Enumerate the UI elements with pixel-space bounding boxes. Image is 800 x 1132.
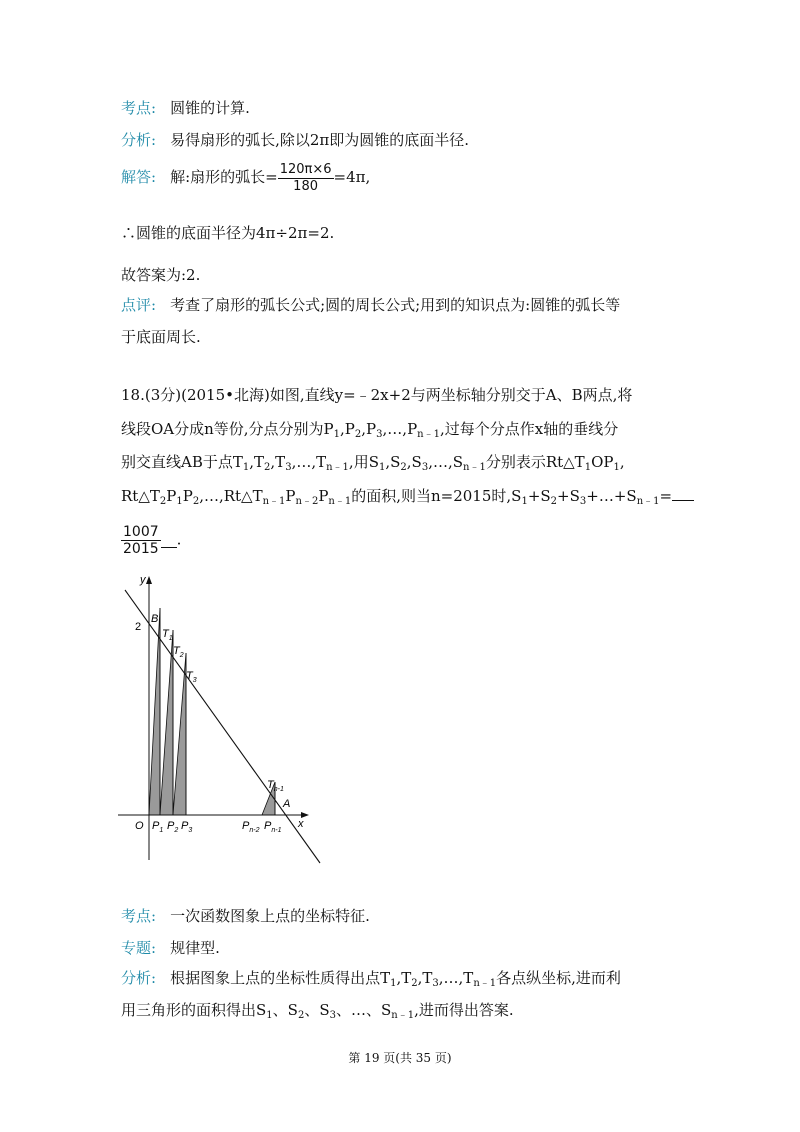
subscript: n﹣1 xyxy=(326,462,349,473)
subscript: 2 xyxy=(159,496,167,507)
text: ,T xyxy=(270,453,286,471)
subscript: 3 xyxy=(188,827,193,834)
subscript: n﹣1 xyxy=(391,1010,415,1021)
subscript: n﹣1 xyxy=(262,496,286,507)
subscript: 2 xyxy=(179,652,184,659)
subscript: 3 xyxy=(285,462,292,473)
p-letter: P xyxy=(181,820,189,832)
point-t2-label xyxy=(173,645,184,659)
text: ,P xyxy=(340,420,355,438)
text: , xyxy=(619,453,625,471)
text: 分别表示Rt△T xyxy=(485,453,585,471)
zhuanti-label: 专题: xyxy=(121,939,157,957)
text: ,…,T xyxy=(438,969,474,987)
subscript: 3 xyxy=(376,429,383,440)
geometry-figure xyxy=(115,570,335,870)
subscript: 3 xyxy=(329,1010,336,1021)
fenxi-row xyxy=(121,130,469,150)
subscript: 1 xyxy=(378,462,386,473)
point-a-label: A xyxy=(283,798,291,810)
p-letter: P xyxy=(264,820,272,832)
point-pn1-label xyxy=(264,820,282,834)
text: ,T xyxy=(417,969,433,987)
jieda-row xyxy=(121,160,370,195)
t-letter: T xyxy=(173,645,180,657)
triangle-s1 xyxy=(149,608,160,815)
sol18-kaodian-row xyxy=(121,906,370,926)
text: +S xyxy=(557,487,580,505)
dianping-label: 点评: xyxy=(121,296,157,314)
p-letter: P xyxy=(167,820,175,832)
y-axis-arrow xyxy=(146,576,152,584)
text: 根据图象上点的坐标性质得出点T xyxy=(170,969,391,987)
p-letter: P xyxy=(152,820,160,832)
subscript: n﹣1 xyxy=(463,462,486,473)
text: 、…、S xyxy=(335,1001,392,1019)
triangle-s2 xyxy=(160,630,173,815)
sol18-fenxi-row xyxy=(121,968,621,988)
text: OP xyxy=(591,453,614,471)
text: ,用S xyxy=(348,453,379,471)
answer-denominator: 2015 xyxy=(123,541,159,557)
answer-line: 故答案为:2. xyxy=(121,266,201,284)
fenxi-label: 分析: xyxy=(121,969,157,987)
subscript: 2 xyxy=(354,429,362,440)
text: 的面积,则当n=2015时,S xyxy=(351,487,522,505)
answer-numerator: 1007 xyxy=(123,524,159,540)
subscript: n-2 xyxy=(249,827,260,834)
arc-length-fraction xyxy=(278,162,334,195)
answer-blank xyxy=(672,486,694,501)
text: = xyxy=(659,487,673,505)
subscript: 2 xyxy=(400,462,407,473)
subscript: 2 xyxy=(264,462,271,473)
fraction-denominator: 180 xyxy=(293,178,318,194)
kaodian-text: 一次函数图象上点的坐标特征. xyxy=(170,907,370,925)
t-letter: T xyxy=(162,628,169,640)
subscript: 1 xyxy=(242,462,250,473)
answer-fraction xyxy=(121,524,161,557)
subscript: 1 xyxy=(168,635,173,642)
text: . xyxy=(176,530,182,549)
text: ,P xyxy=(361,420,377,438)
text: P xyxy=(166,487,177,505)
triangle-s3 xyxy=(173,653,186,815)
q18-line-4 xyxy=(121,486,694,506)
subscript: 1 xyxy=(613,462,620,473)
jieda-label: 解答: xyxy=(121,168,157,186)
fenxi-label: 分析: xyxy=(121,131,157,149)
jieda-prefix: 解:扇形的弧长= xyxy=(170,168,278,186)
y-axis-label: y xyxy=(140,574,146,586)
fenxi-text: 易得扇形的弧长,除以2π即为圆锥的底面半径. xyxy=(170,131,470,149)
point-p2-label xyxy=(167,820,178,834)
t-letter: T xyxy=(267,779,274,791)
subscript: n﹣2 xyxy=(295,496,319,507)
subscript: 3 xyxy=(432,978,439,989)
text: +S xyxy=(527,487,551,505)
text: 别交直线AB于点T xyxy=(121,453,243,471)
jieda-suffix: =4π, xyxy=(333,168,371,186)
subscript: 1 xyxy=(176,496,183,507)
text: ,…,S xyxy=(428,453,463,471)
text: 各点纵坐标,进而利 xyxy=(496,969,621,987)
subscript: 1 xyxy=(521,496,528,507)
subscript: 1 xyxy=(266,1010,273,1021)
subscript: 2 xyxy=(411,978,418,989)
subscript: 1 xyxy=(390,978,397,989)
subscript: n-1 xyxy=(273,786,284,793)
text: ,…,T xyxy=(291,453,327,471)
sol18-zhuanti-row xyxy=(121,938,220,958)
text: P xyxy=(318,487,329,505)
tick-2-label: 2 xyxy=(135,621,142,633)
radius-line: ∴圆锥的底面半径为4π÷2π=2. xyxy=(121,224,335,242)
q18-line-1: 18.(3分)(2015•北海)如图,直线y=﹣2x+2与两坐标轴分别交于A、B两点,将 xyxy=(121,386,633,404)
text: ,T xyxy=(249,453,265,471)
text: P xyxy=(285,487,296,505)
subscript: 3 xyxy=(579,496,587,507)
subscript: 1 xyxy=(333,429,341,440)
subscript: 1 xyxy=(159,827,164,834)
point-t3-label xyxy=(186,670,197,684)
text: ,S xyxy=(406,453,422,471)
text: 、S xyxy=(304,1001,330,1019)
text: ,…,Rt△T xyxy=(199,487,263,505)
text: 线段OA分成n等份,分点分别为P xyxy=(121,420,334,438)
subscript: 2 xyxy=(174,827,179,834)
q18-line-3 xyxy=(121,452,625,472)
subscript: n﹣1 xyxy=(417,429,440,440)
q18-line-2 xyxy=(121,419,618,439)
subscript: n﹣1 xyxy=(636,496,660,507)
subscript: 2 xyxy=(550,496,558,507)
point-t1-label xyxy=(162,628,173,642)
text: ,S xyxy=(385,453,401,471)
t-letter: T xyxy=(186,670,193,682)
subscript: n﹣1 xyxy=(473,978,497,989)
subscript: 3 xyxy=(421,462,429,473)
text: Rt△T xyxy=(121,487,160,505)
p-letter: P xyxy=(242,820,250,832)
subscript: 3 xyxy=(192,677,197,684)
kaodian-text: 圆锥的计算. xyxy=(170,99,250,117)
text: ,进而得出答案. xyxy=(414,1001,514,1019)
zhuanti-text: 规律型. xyxy=(170,939,220,957)
page-footer: 第 19 页(共 35 页) xyxy=(348,1051,452,1065)
subscript: n-1 xyxy=(271,827,282,834)
text: +…+S xyxy=(586,487,637,505)
point-b-label: B xyxy=(151,613,159,625)
point-p3-label xyxy=(181,820,192,834)
fraction-numerator: 120π×6 xyxy=(279,161,332,177)
text: ,…,P xyxy=(382,420,418,438)
text: 、S xyxy=(272,1001,298,1019)
text: ,过每个分点作x轴的垂线分 xyxy=(439,420,619,438)
point-p1-label xyxy=(152,820,163,834)
kaodian-row xyxy=(121,98,250,118)
text: 用三角形的面积得出S xyxy=(121,1001,267,1019)
subscript: 1 xyxy=(584,462,592,473)
point-tn-label xyxy=(267,779,284,793)
answer-blank-underline xyxy=(161,533,177,548)
subscript: 2 xyxy=(192,496,200,507)
subscript: 2 xyxy=(297,1010,305,1021)
dianping-text: 考查了扇形的弧长公式;圆的周长公式;用到的知识点为:圆锥的弧长等 xyxy=(170,296,621,314)
kaodian-label: 考点: xyxy=(121,99,157,117)
origin-label: O xyxy=(135,820,144,832)
dianping-text-cont: 于底面周长. xyxy=(121,328,201,346)
dianping-row xyxy=(121,295,620,315)
text: ,T xyxy=(396,969,412,987)
x-axis-label: x xyxy=(298,818,304,830)
point-pn2-label xyxy=(242,820,260,834)
text: P xyxy=(182,487,193,505)
sol18-fenxi-cont xyxy=(121,1000,514,1020)
q18-answer xyxy=(121,524,181,557)
kaodian-label: 考点: xyxy=(121,907,157,925)
subscript: n﹣1 xyxy=(328,496,352,507)
